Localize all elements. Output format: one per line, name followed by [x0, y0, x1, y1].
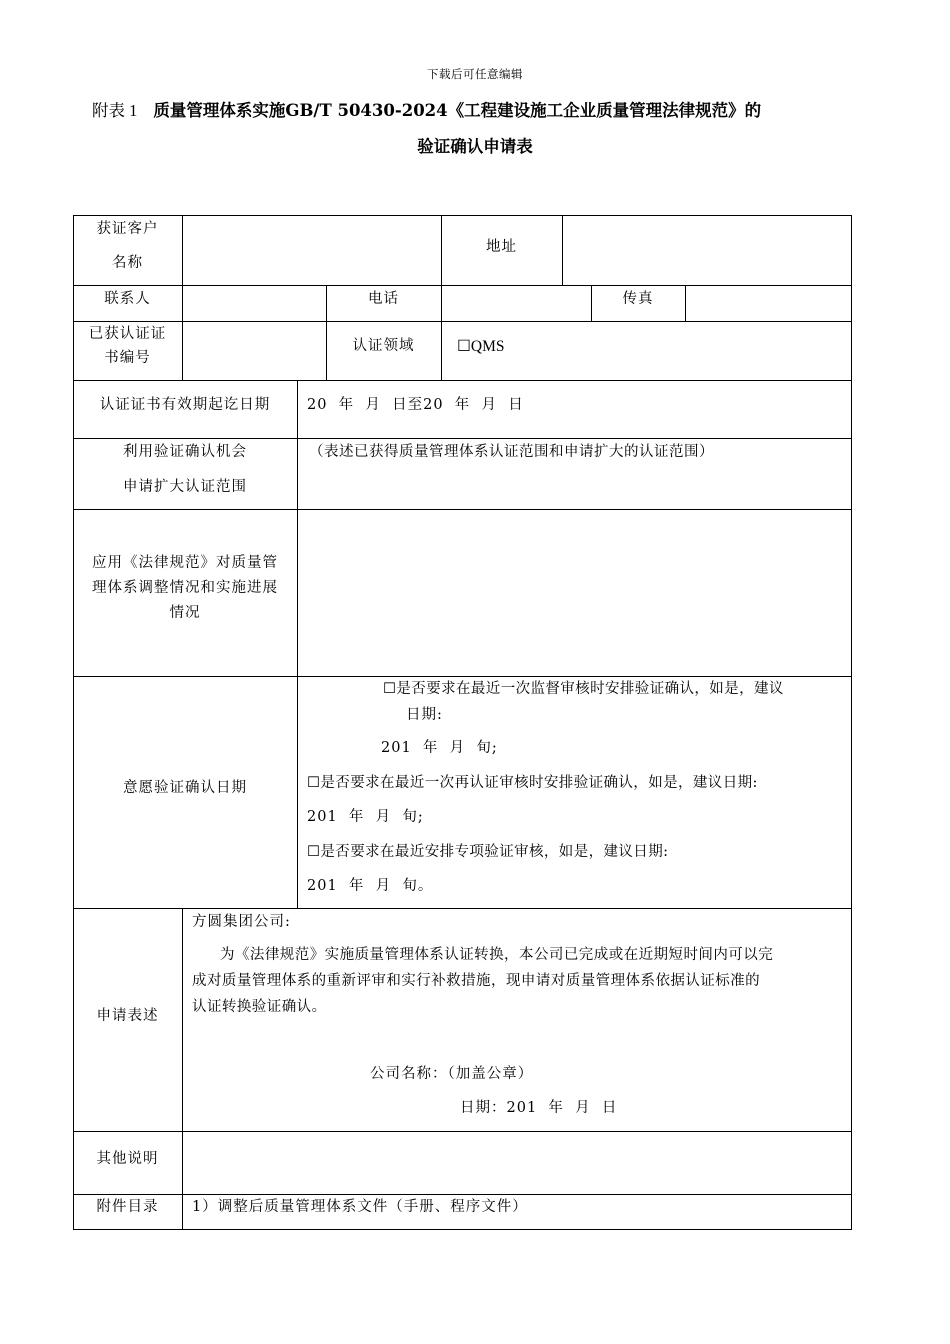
- cert-no-field[interactable]: [184, 323, 324, 378]
- preferred-date-label: 意愿验证确认日期: [123, 780, 247, 796]
- fax-field[interactable]: [687, 287, 849, 319]
- adjust-label: 情况: [169, 605, 201, 621]
- adjust-field[interactable]: [299, 511, 849, 674]
- surveillance-audit-option[interactable]: ☐是否要求在最近一次监督审核时安排验证确认，如是，建议: [383, 681, 784, 697]
- expand-scope-field[interactable]: （表述已获得质量管理体系认证范围和申请扩大的认证范围）: [309, 444, 714, 460]
- statement-body: 为《法律规范》实施质量管理体系认证转换，本公司已完成或在近期短时间内可以完: [220, 947, 774, 963]
- col-divider: [182, 215, 183, 285]
- col-divider: [562, 215, 563, 285]
- statement-body: 成对质量管理体系的重新评审和实行补救措施，现申请对质量管理体系依据认证标准的: [192, 973, 761, 989]
- row-divider: [73, 321, 852, 322]
- form-title-main: 质量管理体系实施GB/T 50430-2024《工程建设施工企业质量管理法律规范》的: [153, 101, 762, 120]
- client-name-label: 名称: [112, 255, 143, 271]
- row-divider: [73, 509, 852, 510]
- recertification-audit-date[interactable]: 201 年 月 旬;: [307, 809, 424, 825]
- table-border-bottom: [73, 1229, 852, 1230]
- client-name-label: 获证客户: [96, 221, 159, 237]
- col-divider: [685, 285, 686, 321]
- client-name-field[interactable]: [184, 218, 439, 282]
- col-divider: [182, 321, 183, 380]
- col-divider: [182, 908, 183, 1229]
- table-border-right: [851, 215, 852, 1230]
- header-note: 下载后可任意编辑: [427, 67, 523, 81]
- attachments-field[interactable]: 1）调整后质量管理体系文件（手册、程序文件）: [192, 1199, 528, 1215]
- address-label: 地址: [486, 239, 517, 255]
- col-divider: [441, 321, 442, 380]
- statement-date-line[interactable]: 日期：201 年 月 日: [460, 1100, 618, 1116]
- validity-value[interactable]: 20 年 月 日至20 年 月 日: [307, 397, 524, 413]
- other-notes-field[interactable]: [184, 1133, 849, 1192]
- adjust-label: 理体系调整情况和实施进展: [92, 580, 278, 596]
- row-divider: [73, 285, 852, 286]
- contact-label: 联系人: [104, 291, 151, 307]
- contact-field[interactable]: [184, 287, 324, 319]
- table-border-left: [73, 215, 74, 1230]
- row-divider: [73, 676, 852, 677]
- qms-checkbox[interactable]: ☐QMS: [457, 338, 505, 355]
- cert-no-label: 书编号: [104, 350, 151, 366]
- address-field[interactable]: [564, 218, 849, 282]
- col-divider: [441, 285, 442, 321]
- statement-addressee: 方圆集团公司:: [192, 914, 291, 930]
- surveillance-audit-option-cont: 日期:: [406, 707, 443, 723]
- col-divider: [297, 380, 298, 908]
- table-border-top: [73, 215, 852, 216]
- recertification-audit-option[interactable]: ☐是否要求在最近一次再认证审核时安排验证确认，如是，建议日期:: [307, 775, 758, 791]
- cert-field-label: 认证领域: [352, 338, 415, 354]
- row-divider: [73, 1194, 852, 1195]
- company-seal-line[interactable]: 公司名称：（加盖公章）: [370, 1066, 534, 1082]
- statement-label: 申请表述: [96, 1008, 159, 1024]
- special-audit-option[interactable]: ☐是否要求在最近安排专项验证审核，如是，建议日期:: [307, 844, 669, 860]
- surveillance-audit-date[interactable]: 201 年 月 旬;: [381, 740, 498, 756]
- form-title-line1: [92, 97, 761, 121]
- appendix-number: 附表 1: [92, 101, 138, 120]
- expand-scope-label: 申请扩大认证范围: [123, 479, 247, 495]
- col-divider: [182, 285, 183, 321]
- other-notes-label: 其他说明: [96, 1151, 159, 1167]
- fax-label: 传真: [622, 291, 654, 307]
- form-title-line2: 验证确认申请表: [417, 137, 533, 156]
- row-divider: [73, 380, 852, 381]
- attachments-label: 附件目录: [96, 1199, 159, 1215]
- row-divider: [73, 1131, 852, 1132]
- special-audit-date[interactable]: 201 年 月 旬。: [307, 878, 434, 894]
- adjust-label: 应用《法律规范》对质量管: [92, 555, 278, 571]
- statement-body: 认证转换验证确认。: [192, 999, 327, 1015]
- row-divider: [73, 438, 852, 439]
- phone-field[interactable]: [443, 287, 589, 319]
- cert-no-label: 已获认证证: [88, 326, 167, 342]
- row-divider: [73, 908, 852, 909]
- phone-label: 电话: [368, 291, 399, 307]
- validity-label: 认证证书有效期起讫日期: [99, 397, 271, 413]
- expand-scope-label: 利用验证确认机会: [123, 444, 247, 460]
